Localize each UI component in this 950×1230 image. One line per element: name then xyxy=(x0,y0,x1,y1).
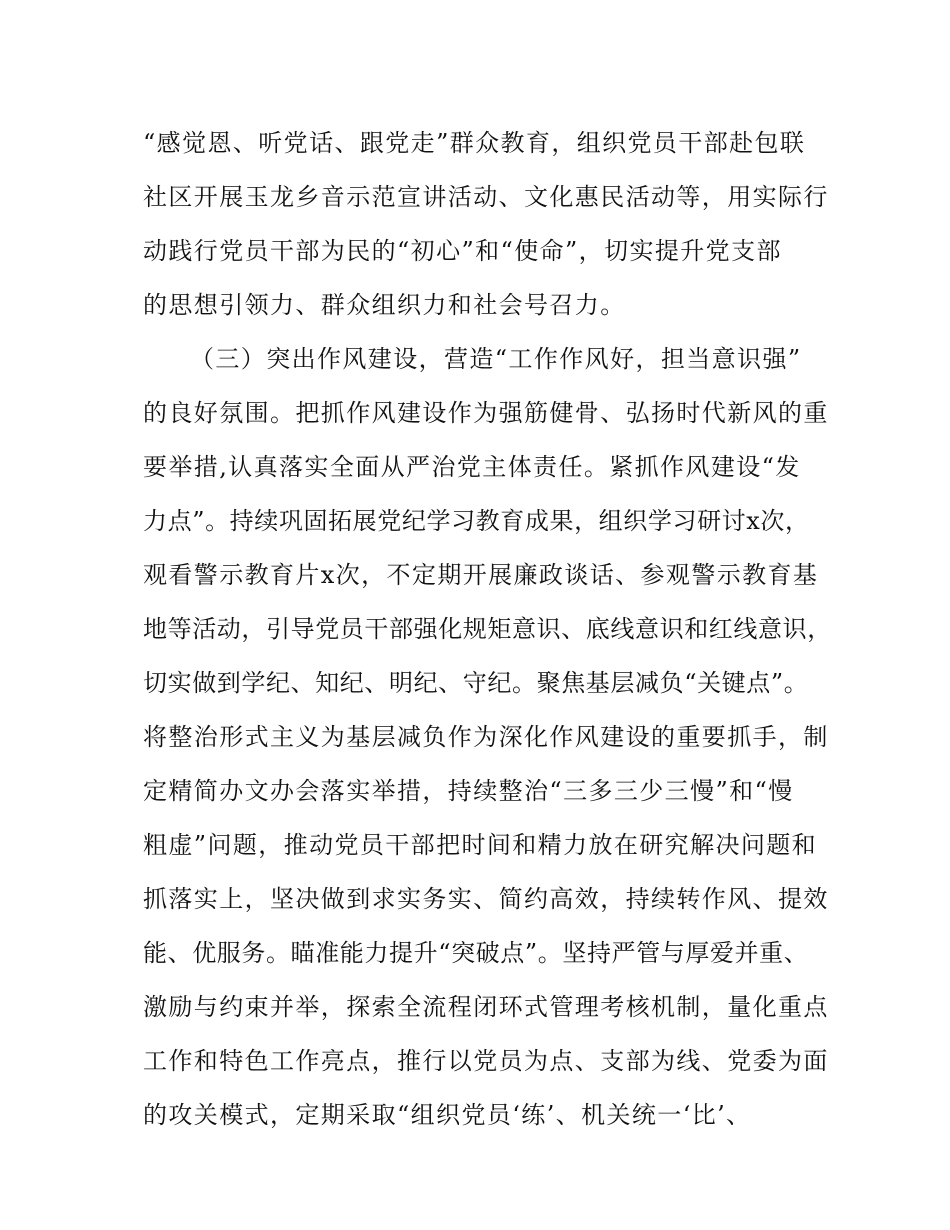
text-line: 地等活动，引导党员干部强化规矩意识、底线意识和红线意识， xyxy=(143,615,832,643)
text-line: 观看警示教育片x次，不定期开展廉政谈话、参观警示教育基 xyxy=(143,561,819,589)
text-line: 将整治形式主义为基层减负作为深化作风建设的重要抓手，制 xyxy=(143,723,829,751)
text-line: 能、优服务。瞄准能力提升“突破点”。坚持严管与厚爱并重、 xyxy=(143,939,809,967)
text-line: 动践行党员干部为民的“初心”和“使命”，切实提升党支部 xyxy=(143,237,782,265)
text-line: “感觉恩、听党话、跟党走”群众教育，组织党员干部赴包联 xyxy=(143,129,806,157)
text-line: 的良好氛围。把抓作风建设作为强筋健骨、弘扬时代新风的重 xyxy=(143,399,829,427)
text-line: 定精简办文办会落实举措，持续整治“三多三少三慢”和“慢 xyxy=(143,777,794,805)
text-line: 力点”。持续巩固拓展党纪学习教育成果，组织学习研讨x次， xyxy=(143,507,810,535)
text-line: 的攻关模式，定期采取“组织党员‘练’、机关统一‘比’、 xyxy=(143,1101,752,1129)
text-line: 社区开展玉龙乡音示范宣讲活动、文化惠民活动等，用实际行 xyxy=(143,183,829,211)
text-line: 粗虚”问题，推动党员干部把时间和精力放在研究解决问题和 xyxy=(143,831,818,859)
section-heading-line: （三）突出作风建设，营造“工作作风好，担当意识强” xyxy=(190,345,802,373)
text-line: 要举措,认真落实全面从严治党主体责任。紧抓作风建设“发 xyxy=(143,453,801,481)
text-line: 激励与约束并举，探索全流程闭环式管理考核机制，量化重点 xyxy=(143,993,829,1021)
text-line: 的思想引领力、群众组织力和社会号召力。 xyxy=(143,291,626,319)
text-line: 工作和特色工作亮点，推行以党员为点、支部为线、党委为面 xyxy=(143,1047,829,1075)
text-line: 抓落实上，坚决做到求实务实、简约高效，持续转作风、提效 xyxy=(143,885,829,913)
text-line: 切实做到学纪、知纪、明纪、守纪。聚焦基层减负“关键点”。 xyxy=(143,669,809,697)
